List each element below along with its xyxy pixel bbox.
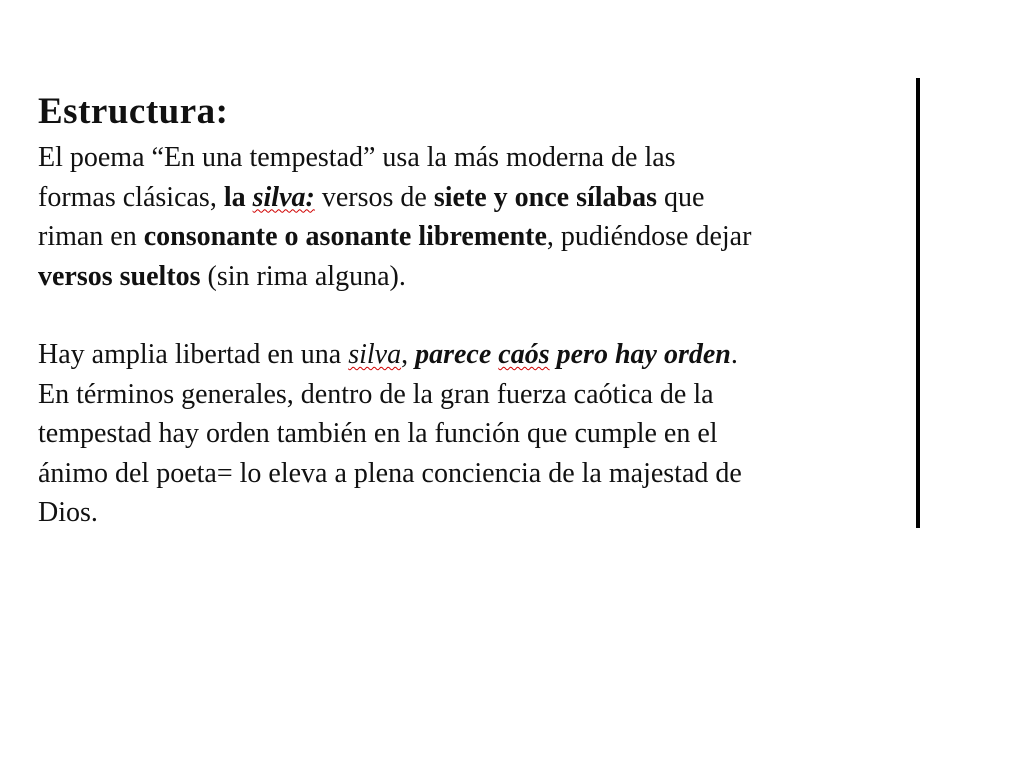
text-run: (sin rima alguna). <box>200 260 406 292</box>
text-line <box>38 217 914 257</box>
text-run: El poema “En una tempestad” usa la más moderna de las <box>38 142 676 173</box>
paragraph-order <box>38 335 914 533</box>
text-line: ánimo del poeta= lo eleva a plena conciencia de la majestad de <box>38 457 742 489</box>
text-line <box>38 178 914 218</box>
bold-italic-text: pero hay orden <box>549 339 731 370</box>
text-line <box>38 257 914 297</box>
text-line <box>38 335 914 375</box>
text-line: Dios. <box>38 497 98 528</box>
text-line: En términos generales, dentro de la gran fuerza caótica de la <box>38 378 714 410</box>
bold-text: la <box>223 181 253 213</box>
text-line: tempestad hay orden también en la función que cumple en el <box>38 418 718 449</box>
italic-text: silva <box>348 339 402 370</box>
text-run: que <box>657 181 705 213</box>
bold-italic-text: parece <box>415 339 499 370</box>
slide-heading: Estructura: <box>38 91 229 132</box>
text-run: Hay amplia libertad en una <box>38 339 349 370</box>
bold-text: consonante o asonante libremente <box>143 221 547 252</box>
paragraph-structure <box>38 138 914 296</box>
bold-italic-text: caós <box>498 339 550 370</box>
slide-content <box>38 90 914 533</box>
bold-text: siete y once sílabas <box>433 181 658 213</box>
vertical-rule <box>916 78 920 528</box>
text-run: . <box>730 339 738 370</box>
bold-text: versos sueltos <box>38 260 201 292</box>
text-run: , pudiéndose dejar <box>546 221 752 252</box>
bold-italic-text: silva: <box>252 181 315 213</box>
text-run: formas clásicas, <box>38 181 224 213</box>
text-run: , <box>401 339 416 370</box>
paragraph-gap <box>38 296 914 335</box>
text-run: riman en <box>38 221 144 252</box>
text-line <box>38 138 914 178</box>
text-run: versos de <box>314 181 434 213</box>
